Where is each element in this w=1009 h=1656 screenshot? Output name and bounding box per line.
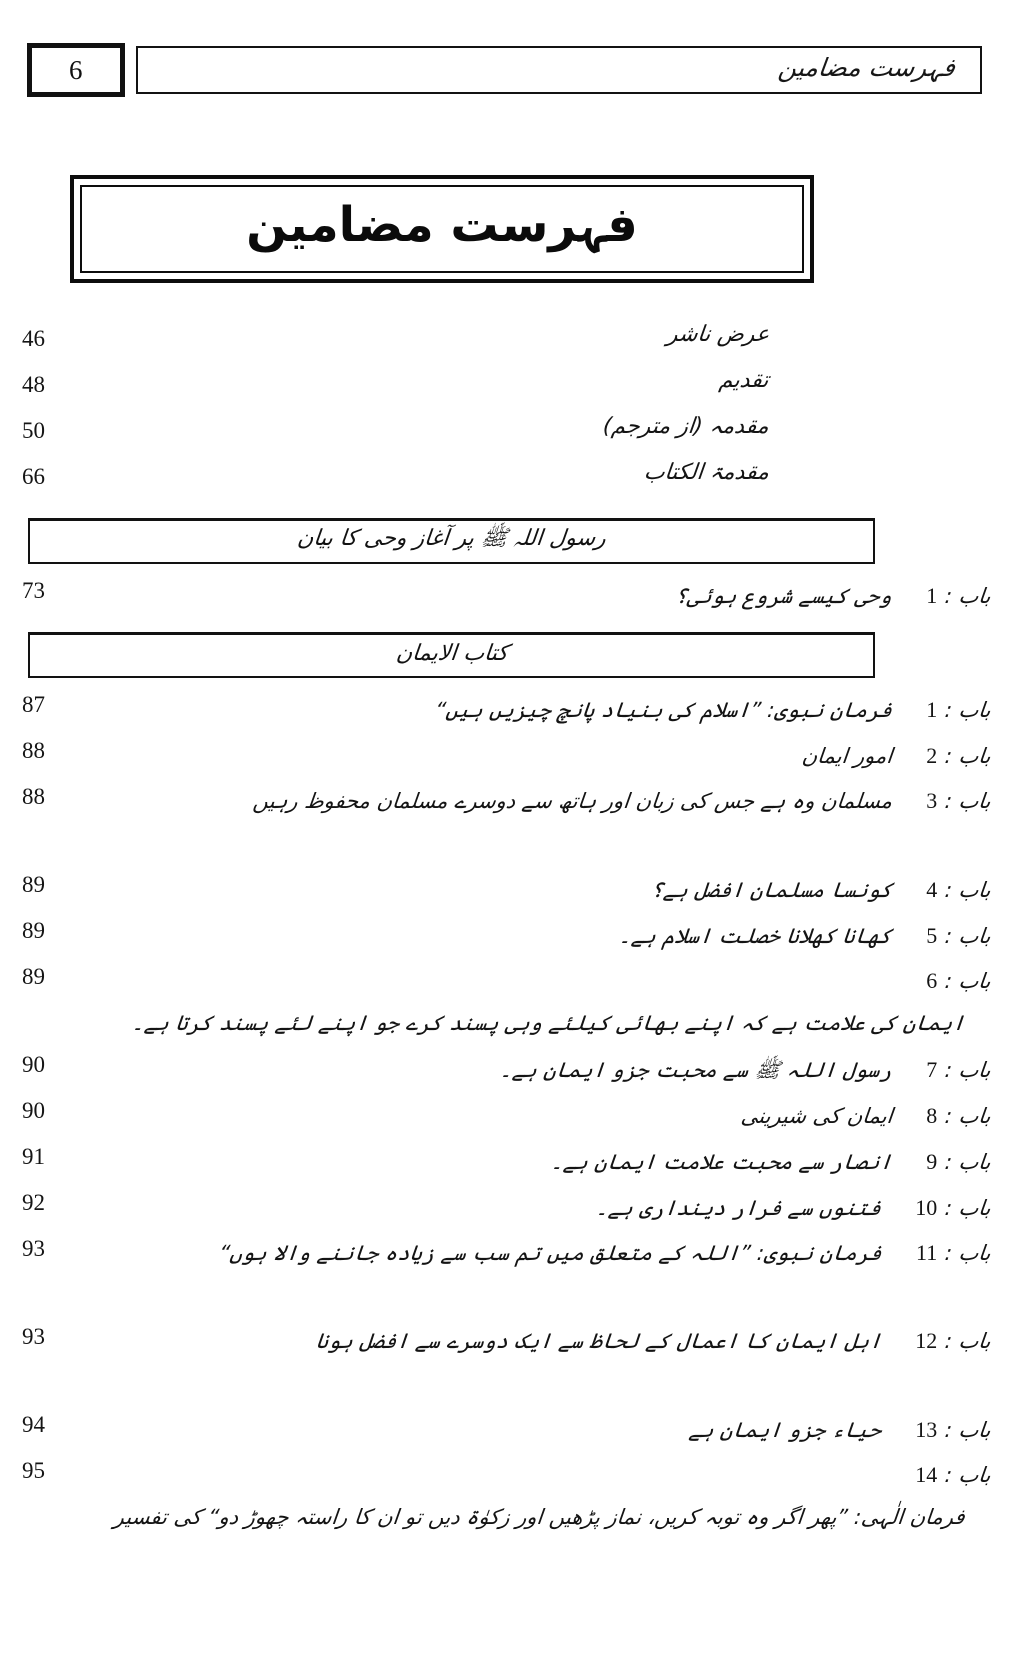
chapter-label: باب : <box>943 1104 993 1128</box>
toc-chapter-page: 89 <box>22 918 45 943</box>
toc-chapter-line <box>80 734 991 778</box>
toc-chapter-title: فرمان نبوی: ”اللہ کے متعلق میں تم سب سے زیادہ جاننے والا ہوں“ <box>218 1241 884 1265</box>
chapter-number: 12 <box>915 1328 938 1353</box>
toc-chapter-row[interactable] <box>0 1408 1009 1454</box>
toc-section-header <box>28 632 875 678</box>
chapter-label: باب : <box>943 744 993 768</box>
toc-entry-title: مقدمۃ الکتاب <box>642 460 771 485</box>
toc-chapter-line <box>80 1048 991 1092</box>
toc-chapter-line <box>80 960 991 1044</box>
toc-entry-page: 48 <box>22 372 45 397</box>
chapter-number: 10 <box>915 1195 938 1220</box>
toc-chapter-title: اہل ایمان کا اعمال کے لحاظ سے ایک دوسرے سے افضل ہونا <box>314 1329 883 1353</box>
toc-chapter-row[interactable] <box>0 1454 1009 1542</box>
toc-chapter-page: 87 <box>22 692 45 717</box>
toc-chapter-title: رسول اللہ ﷺ سے محبت جزو ایمان ہے۔ <box>498 1058 894 1082</box>
toc-chapter-title: فرمان الٰہی: ”پھر اگر وہ توبہ کریں، نماز پڑھیں اور زکوٰۃ دیں تو ان کا راستہ چھوڑ دو“ کی تفسیر <box>113 1505 967 1529</box>
toc-chapter-title: کھانا کھلانا خصلت اسلام ہے۔ <box>618 924 894 948</box>
chapter-number: 1 <box>926 583 938 608</box>
toc-entry[interactable] <box>0 322 1009 368</box>
toc-chapter-title: ایمان کی شیرینی <box>739 1104 894 1128</box>
toc-chapter-row[interactable] <box>0 960 1009 1048</box>
toc-chapter-line <box>80 914 991 958</box>
toc-chapter-line <box>80 1320 991 1362</box>
toc-chapter-line <box>80 1186 991 1230</box>
chapter-label: باب : <box>943 1418 993 1442</box>
chapter-label: باب : <box>943 1329 993 1353</box>
chapter-number: 4 <box>926 877 938 902</box>
toc-chapter-page: 93 <box>22 1236 45 1261</box>
chapter-label: باب : <box>943 698 993 722</box>
document-title-inner-border <box>80 185 804 273</box>
chapter-number: 3 <box>926 788 938 813</box>
chapter-label: باب : <box>943 789 993 813</box>
chapter-label: باب : <box>943 878 993 902</box>
toc-chapter-row[interactable] <box>0 868 1009 914</box>
toc-chapter-row[interactable] <box>0 1186 1009 1232</box>
toc-chapter-line <box>80 1408 991 1452</box>
toc-chapter-page: 89 <box>22 964 45 989</box>
toc-chapter-line <box>80 780 991 822</box>
chapter-number: 2 <box>926 743 938 768</box>
toc-chapter-line <box>80 688 991 732</box>
page-title: فہرست مضامین <box>246 197 638 253</box>
running-title: فہرست مضامین <box>776 52 957 82</box>
chapter-label: باب : <box>943 1196 993 1220</box>
toc-chapter-page: 93 <box>22 1324 45 1349</box>
toc-chapter-page: 88 <box>22 738 45 763</box>
toc-chapter-title: حیاء جزو ایمان ہے <box>687 1418 883 1442</box>
document-title-box <box>70 175 814 283</box>
chapter-number: 8 <box>926 1103 938 1128</box>
chapter-label: باب : <box>943 969 993 993</box>
toc-chapter-title: فتنوں سے فرار دینداری ہے۔ <box>594 1196 883 1220</box>
chapter-label: باب : <box>943 924 993 948</box>
chapter-number: 11 <box>916 1240 938 1265</box>
running-header-bar <box>136 46 982 94</box>
toc-entry-title: مقدمہ (از مترجم) <box>601 414 771 439</box>
chapter-number: 9 <box>926 1149 938 1174</box>
toc-chapter-page: 73 <box>22 578 45 603</box>
toc-entry-page: 50 <box>22 418 45 443</box>
page-number-box <box>28 44 124 96</box>
toc-section-heading-text: کتاب الایمان <box>394 641 509 666</box>
toc-chapter-line <box>80 574 991 618</box>
toc-entry[interactable] <box>0 414 1009 460</box>
toc-chapter-page: 89 <box>22 872 45 897</box>
toc-section-heading-text: رسول اللہ ﷺ پر آغاز وحی کا بیان <box>296 525 608 551</box>
toc-chapter-row[interactable] <box>0 1094 1009 1140</box>
toc-chapter-page: 94 <box>22 1412 45 1437</box>
toc-chapter-line <box>80 1094 991 1138</box>
toc-chapter-line <box>80 1232 991 1274</box>
chapter-number: 14 <box>915 1462 938 1487</box>
toc-chapter-line <box>80 1454 991 1538</box>
page-number: 6 <box>69 54 83 85</box>
toc-chapter-row[interactable] <box>0 1048 1009 1094</box>
toc-chapter-title: وحی کیسے شروع ہوئی؟ <box>674 584 894 608</box>
toc-chapter-row[interactable] <box>0 688 1009 734</box>
toc-chapter-page: 91 <box>22 1144 45 1169</box>
toc-chapter-line <box>80 868 991 912</box>
chapter-number: 1 <box>926 697 938 722</box>
toc-chapter-page: 92 <box>22 1190 45 1215</box>
toc-chapter-row[interactable] <box>0 574 1009 620</box>
table-of-contents <box>0 322 1009 1542</box>
chapter-label: باب : <box>943 584 993 608</box>
toc-section-header <box>28 518 875 564</box>
chapter-label: باب : <box>943 1058 993 1082</box>
page-header <box>0 44 1009 98</box>
toc-entry-title: تقدیم <box>718 368 771 393</box>
toc-chapter-title: امور ایمان <box>800 744 894 768</box>
toc-chapter-row[interactable] <box>0 1232 1009 1320</box>
toc-entry-page: 66 <box>22 464 45 489</box>
chapter-number: 5 <box>926 923 938 948</box>
toc-chapter-row[interactable] <box>0 734 1009 780</box>
toc-chapter-row[interactable] <box>0 914 1009 960</box>
chapter-number: 7 <box>926 1057 938 1082</box>
toc-chapter-title: ایمان کی علامت ہے کہ اپنے بھائی کیلئے وہی پسند کرے جو اپنے لئے پسند کرتا ہے۔ <box>130 1011 967 1035</box>
toc-chapter-title: مسلمان وہ ہے جس کی زبان اور ہاتھ سے دوسرے مسلمان محفوظ رہیں <box>251 789 894 813</box>
toc-entry-page: 46 <box>22 326 45 351</box>
chapter-number: 6 <box>926 968 938 993</box>
toc-chapter-page: 90 <box>22 1098 45 1123</box>
toc-chapter-row[interactable] <box>0 1140 1009 1186</box>
chapter-label: باب : <box>943 1150 993 1174</box>
chapter-label: باب : <box>943 1463 993 1487</box>
toc-chapter-title: فرمان نبوی: ”اسلام کی بنیاد پانچ چیزیں ہیں“ <box>433 698 894 722</box>
toc-entry-title: عرض ناشر <box>665 322 771 347</box>
toc-chapter-line <box>80 1140 991 1184</box>
toc-chapter-title: انصار سے محبت علامت ایمان ہے۔ <box>549 1150 894 1174</box>
toc-entry[interactable] <box>0 368 1009 414</box>
chapter-label: باب : <box>943 1241 993 1265</box>
toc-chapter-page: 90 <box>22 1052 45 1077</box>
toc-entry[interactable] <box>0 460 1009 506</box>
toc-chapter-row[interactable] <box>0 1320 1009 1408</box>
toc-chapter-title: کونسا مسلمان افضل ہے؟ <box>649 878 894 902</box>
toc-chapter-page: 95 <box>22 1458 45 1483</box>
toc-chapter-page: 88 <box>22 784 45 809</box>
chapter-number: 13 <box>915 1417 938 1442</box>
toc-chapter-row[interactable] <box>0 780 1009 868</box>
